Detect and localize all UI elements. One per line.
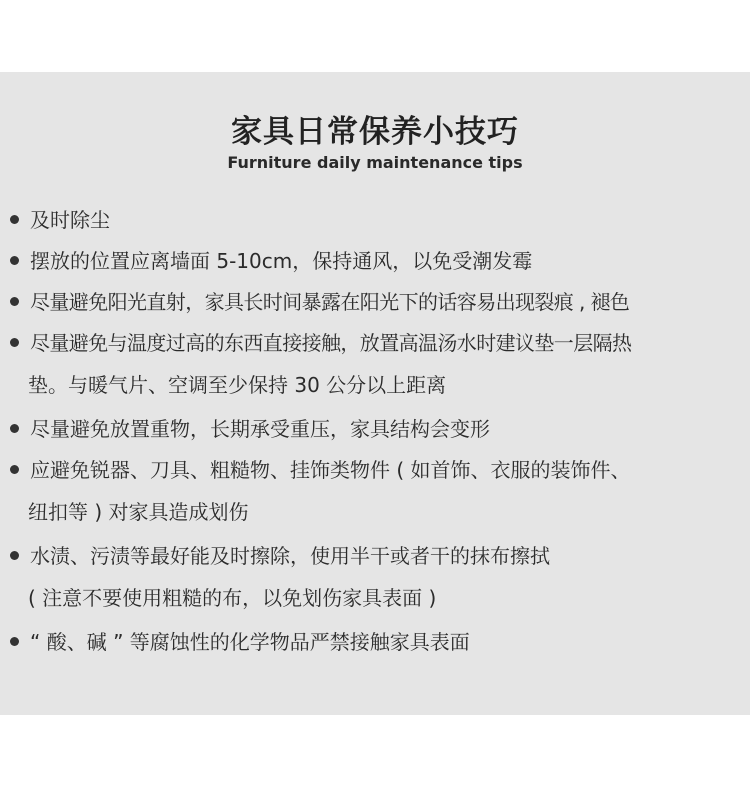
bullet-icon [10,637,19,646]
bullet-icon [10,338,19,347]
tip-item [0,450,750,532]
tip-text: 及时除尘 [30,208,110,232]
page-title: 家具日常保养小技巧 [231,114,519,150]
bullet-icon [10,256,19,265]
tip-text: “ 酸、碱 ” 等腐蚀性的化学物品严禁接触家具表面 [30,630,470,654]
tip-item [0,536,750,618]
bullet-icon [10,215,19,224]
page-subtitle: Furniture daily maintenance tips [227,153,523,172]
bullet-icon [10,424,19,433]
tip-item [0,241,750,281]
tip-item [0,622,750,662]
tip-text-line: ( 注意不要使用粗糙的布，以免划伤家具表面 ) [28,586,437,610]
tip-item [0,409,750,449]
tip-text-line: 水渍、污渍等最好能及时擦除，使用半干或者干的抹布擦拭 [30,544,550,568]
tip-text-line: 纽扣等 ) 对家具造成划伤 [28,500,249,524]
tip-item [0,282,750,322]
tip-text: 摆放的位置应离墙面 5-10cm，保持通风，以免受潮发霉 [30,249,533,273]
bullet-icon [10,297,19,306]
bullet-icon [10,465,19,474]
tip-item [0,323,750,405]
tip-text-line: 应避免锐器、刀具、粗糙物、挂饰类物件 ( 如首饰、衣服的装饰件、 [30,458,631,482]
bullet-icon [10,551,19,560]
tip-text-line: 垫。与暖气片、空调至少保持 30 公分以上距离 [28,373,447,397]
tip-text: 尽量避免阳光直射，家具长时间暴露在阳光下的话容易出现裂痕 , 褪色 [30,290,630,314]
tip-item [0,200,750,240]
tips-list [0,200,750,663]
tip-text: 尽量避免放置重物，长期承受重压，家具结构会变形 [30,417,490,441]
tip-text-line: 尽量避免与温度过高的东西直接接触，放置高温汤水时建议垫一层隔热 [30,331,632,355]
